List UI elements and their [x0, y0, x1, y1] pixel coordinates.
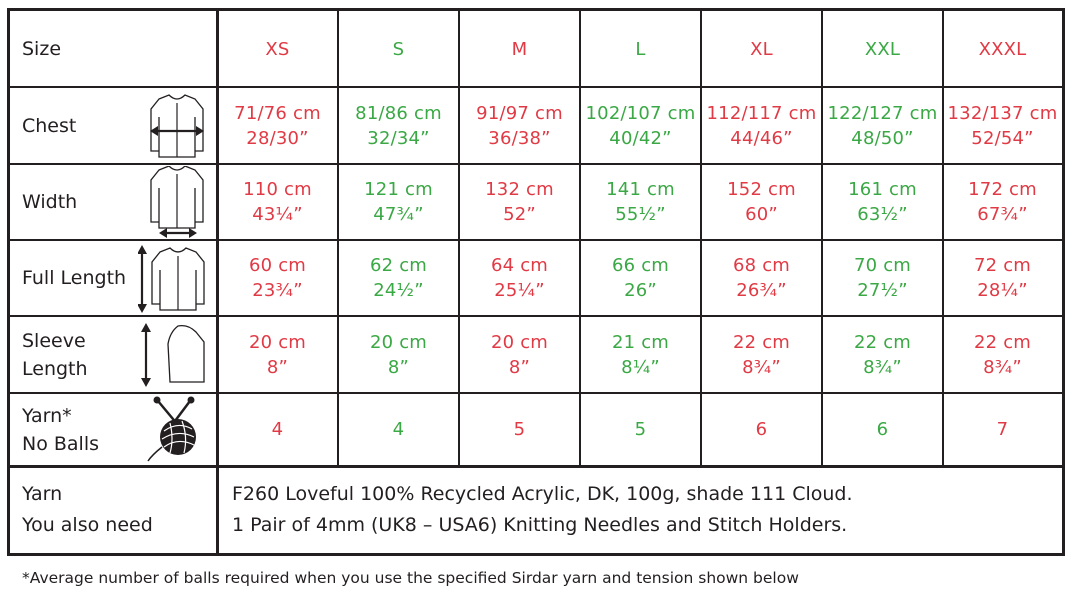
value-line: 141 cm [606, 179, 675, 200]
value-cell [943, 393, 1062, 466]
value-line: 72 cm [973, 255, 1032, 276]
row-label-chest [10, 87, 140, 164]
value-cell [943, 240, 1062, 316]
value-line: 28/30” [246, 127, 309, 149]
value-cell [822, 87, 943, 164]
row-label-yarn-noballs [10, 393, 140, 466]
value-line: 22 cm [732, 331, 791, 353]
value-cell [701, 87, 822, 164]
value-line: 110 cm [243, 179, 312, 200]
value-line: 62 cm [369, 255, 428, 276]
size-header-xxxl: XXXL [978, 38, 1027, 60]
value-line: 5 [513, 419, 526, 440]
value-line: 6 [755, 419, 768, 440]
value-line: 47¾” [373, 204, 424, 225]
value-cell [822, 393, 943, 466]
sleeve-measure-icon [140, 322, 210, 388]
value-line: 36/38” [488, 127, 551, 149]
row-label-sleeve-length [10, 316, 140, 393]
value-line: 22 cm [973, 331, 1032, 353]
value-line: 7 [996, 419, 1009, 440]
value-line: 152 cm [727, 179, 796, 200]
size-header-m: M [511, 38, 528, 60]
value-cell [701, 240, 822, 316]
value-line: 8” [266, 356, 289, 378]
value-cell [217, 316, 338, 393]
value-line: 68 cm [732, 255, 791, 276]
value-line: 66 cm [611, 255, 670, 276]
length-measure-icon-wrap [138, 244, 208, 318]
row-label-line: Full Length [22, 267, 127, 289]
value-line: 63½” [857, 204, 908, 225]
value-line: 122/127 cm [827, 102, 938, 124]
length-measure-icon [138, 244, 208, 314]
size-table [7, 8, 1065, 556]
value-line: 8” [508, 356, 531, 378]
value-line: 32/34” [367, 127, 430, 149]
value-cell [217, 87, 338, 164]
value-line: 55½” [615, 204, 666, 225]
footnote: *Average number of balls required when you use the specified Sirdar yarn and tension shown below [22, 569, 799, 587]
value-cell [822, 164, 943, 240]
width-measure-icon-wrap [146, 166, 208, 242]
value-cell [459, 240, 580, 316]
value-line: 26” [624, 280, 657, 301]
value-line: 4 [392, 419, 405, 440]
value-line: 40/42” [609, 127, 672, 149]
value-line: 121 cm [364, 179, 433, 200]
size-header-xs: XS [265, 38, 290, 60]
materials-label [10, 466, 217, 553]
value-line: 8¼” [621, 356, 660, 378]
value-cell [580, 393, 701, 466]
value-line: 67¾” [977, 204, 1028, 225]
value-line: 172 cm [968, 179, 1037, 200]
value-line: 8¾” [983, 356, 1022, 378]
value-line: 43¼” [252, 204, 303, 225]
value-cell [822, 316, 943, 393]
value-cell [338, 393, 459, 466]
value-line: 20 cm [490, 331, 549, 353]
value-cell [943, 164, 1062, 240]
value-cell [217, 164, 338, 240]
row-label-line: Sleeve [22, 329, 86, 352]
value-line: 102/107 cm [585, 102, 696, 124]
row-label-line: Width [22, 191, 78, 213]
value-line: 6 [876, 419, 889, 440]
value-line: 48/50” [851, 127, 914, 149]
value-line: 24½” [373, 280, 424, 301]
value-line: 20 cm [248, 331, 307, 353]
value-cell [580, 164, 701, 240]
value-line: 28¼” [977, 280, 1028, 301]
materials-details [219, 466, 1052, 553]
size-header-xl: XL [750, 38, 773, 60]
needles-description: 1 Pair of 4mm (UK8 – USA6) Knitting Needles and Stitch Holders. [232, 513, 848, 536]
value-line: 71/76 cm [234, 102, 321, 124]
value-cell [943, 316, 1062, 393]
size-header-label: Size [22, 38, 62, 60]
row-label-fulllength [10, 240, 140, 316]
width-measure-icon [146, 166, 208, 238]
yarn-ball-icon [144, 395, 208, 463]
value-line: 8¾” [742, 356, 781, 378]
value-line: 5 [634, 419, 647, 440]
value-line: 161 cm [848, 179, 917, 200]
value-line: 20 cm [369, 331, 428, 353]
value-line: 132 cm [485, 179, 554, 200]
value-line: 60” [745, 204, 778, 225]
value-line: 132/137 cm [947, 102, 1058, 124]
value-cell [701, 393, 822, 466]
row-label-line: Length [22, 357, 88, 380]
value-cell [580, 316, 701, 393]
value-line: 8” [387, 356, 410, 378]
value-line: 91/97 cm [476, 102, 563, 124]
value-cell [459, 164, 580, 240]
size-header-s: S [392, 38, 405, 60]
value-cell [580, 87, 701, 164]
yarn-ball-icon-wrap [144, 395, 208, 467]
value-line: 4 [271, 419, 284, 440]
value-cell [338, 87, 459, 164]
value-cell [338, 316, 459, 393]
value-line: 22 cm [853, 331, 912, 353]
chest-measure-icon [146, 93, 208, 161]
row-label-line: Yarn* [22, 404, 72, 427]
value-line: 25¼” [494, 280, 545, 301]
value-cell [338, 164, 459, 240]
value-cell [701, 316, 822, 393]
value-cell [459, 316, 580, 393]
value-cell [459, 393, 580, 466]
value-line: 81/86 cm [355, 102, 442, 124]
materials-need-label: You also need [22, 513, 153, 536]
value-line: 21 cm [611, 331, 670, 353]
value-line: 26¾” [736, 280, 787, 301]
value-line: 23¾” [252, 280, 303, 301]
value-cell [217, 240, 338, 316]
size-header-l: L [635, 38, 646, 60]
value-cell [459, 87, 580, 164]
value-line: 52” [503, 204, 536, 225]
yarn-description: F260 Loveful 100% Recycled Acrylic, DK, 100g, shade 111 Cloud. [232, 482, 853, 505]
row-label-line: No Balls [22, 432, 100, 455]
value-cell [943, 87, 1062, 164]
value-line: 64 cm [490, 255, 549, 276]
value-cell [217, 393, 338, 466]
row-label-width [10, 164, 140, 240]
value-cell [822, 240, 943, 316]
size-header-xxl: XXL [864, 38, 901, 60]
value-cell [338, 240, 459, 316]
value-line: 44/46” [730, 127, 793, 149]
value-line: 52/54” [971, 127, 1034, 149]
row-label-line: Chest [22, 114, 77, 137]
materials-yarn-label: Yarn [22, 482, 63, 505]
sleeve-measure-icon-wrap [140, 322, 210, 392]
value-line: 60 cm [248, 255, 307, 276]
chest-measure-icon-wrap [146, 93, 208, 165]
value-line: 27½” [857, 280, 908, 301]
value-line: 112/117 cm [706, 102, 817, 124]
value-line: 8¾” [863, 356, 902, 378]
value-cell [701, 164, 822, 240]
value-cell [580, 240, 701, 316]
value-line: 70 cm [853, 255, 912, 276]
